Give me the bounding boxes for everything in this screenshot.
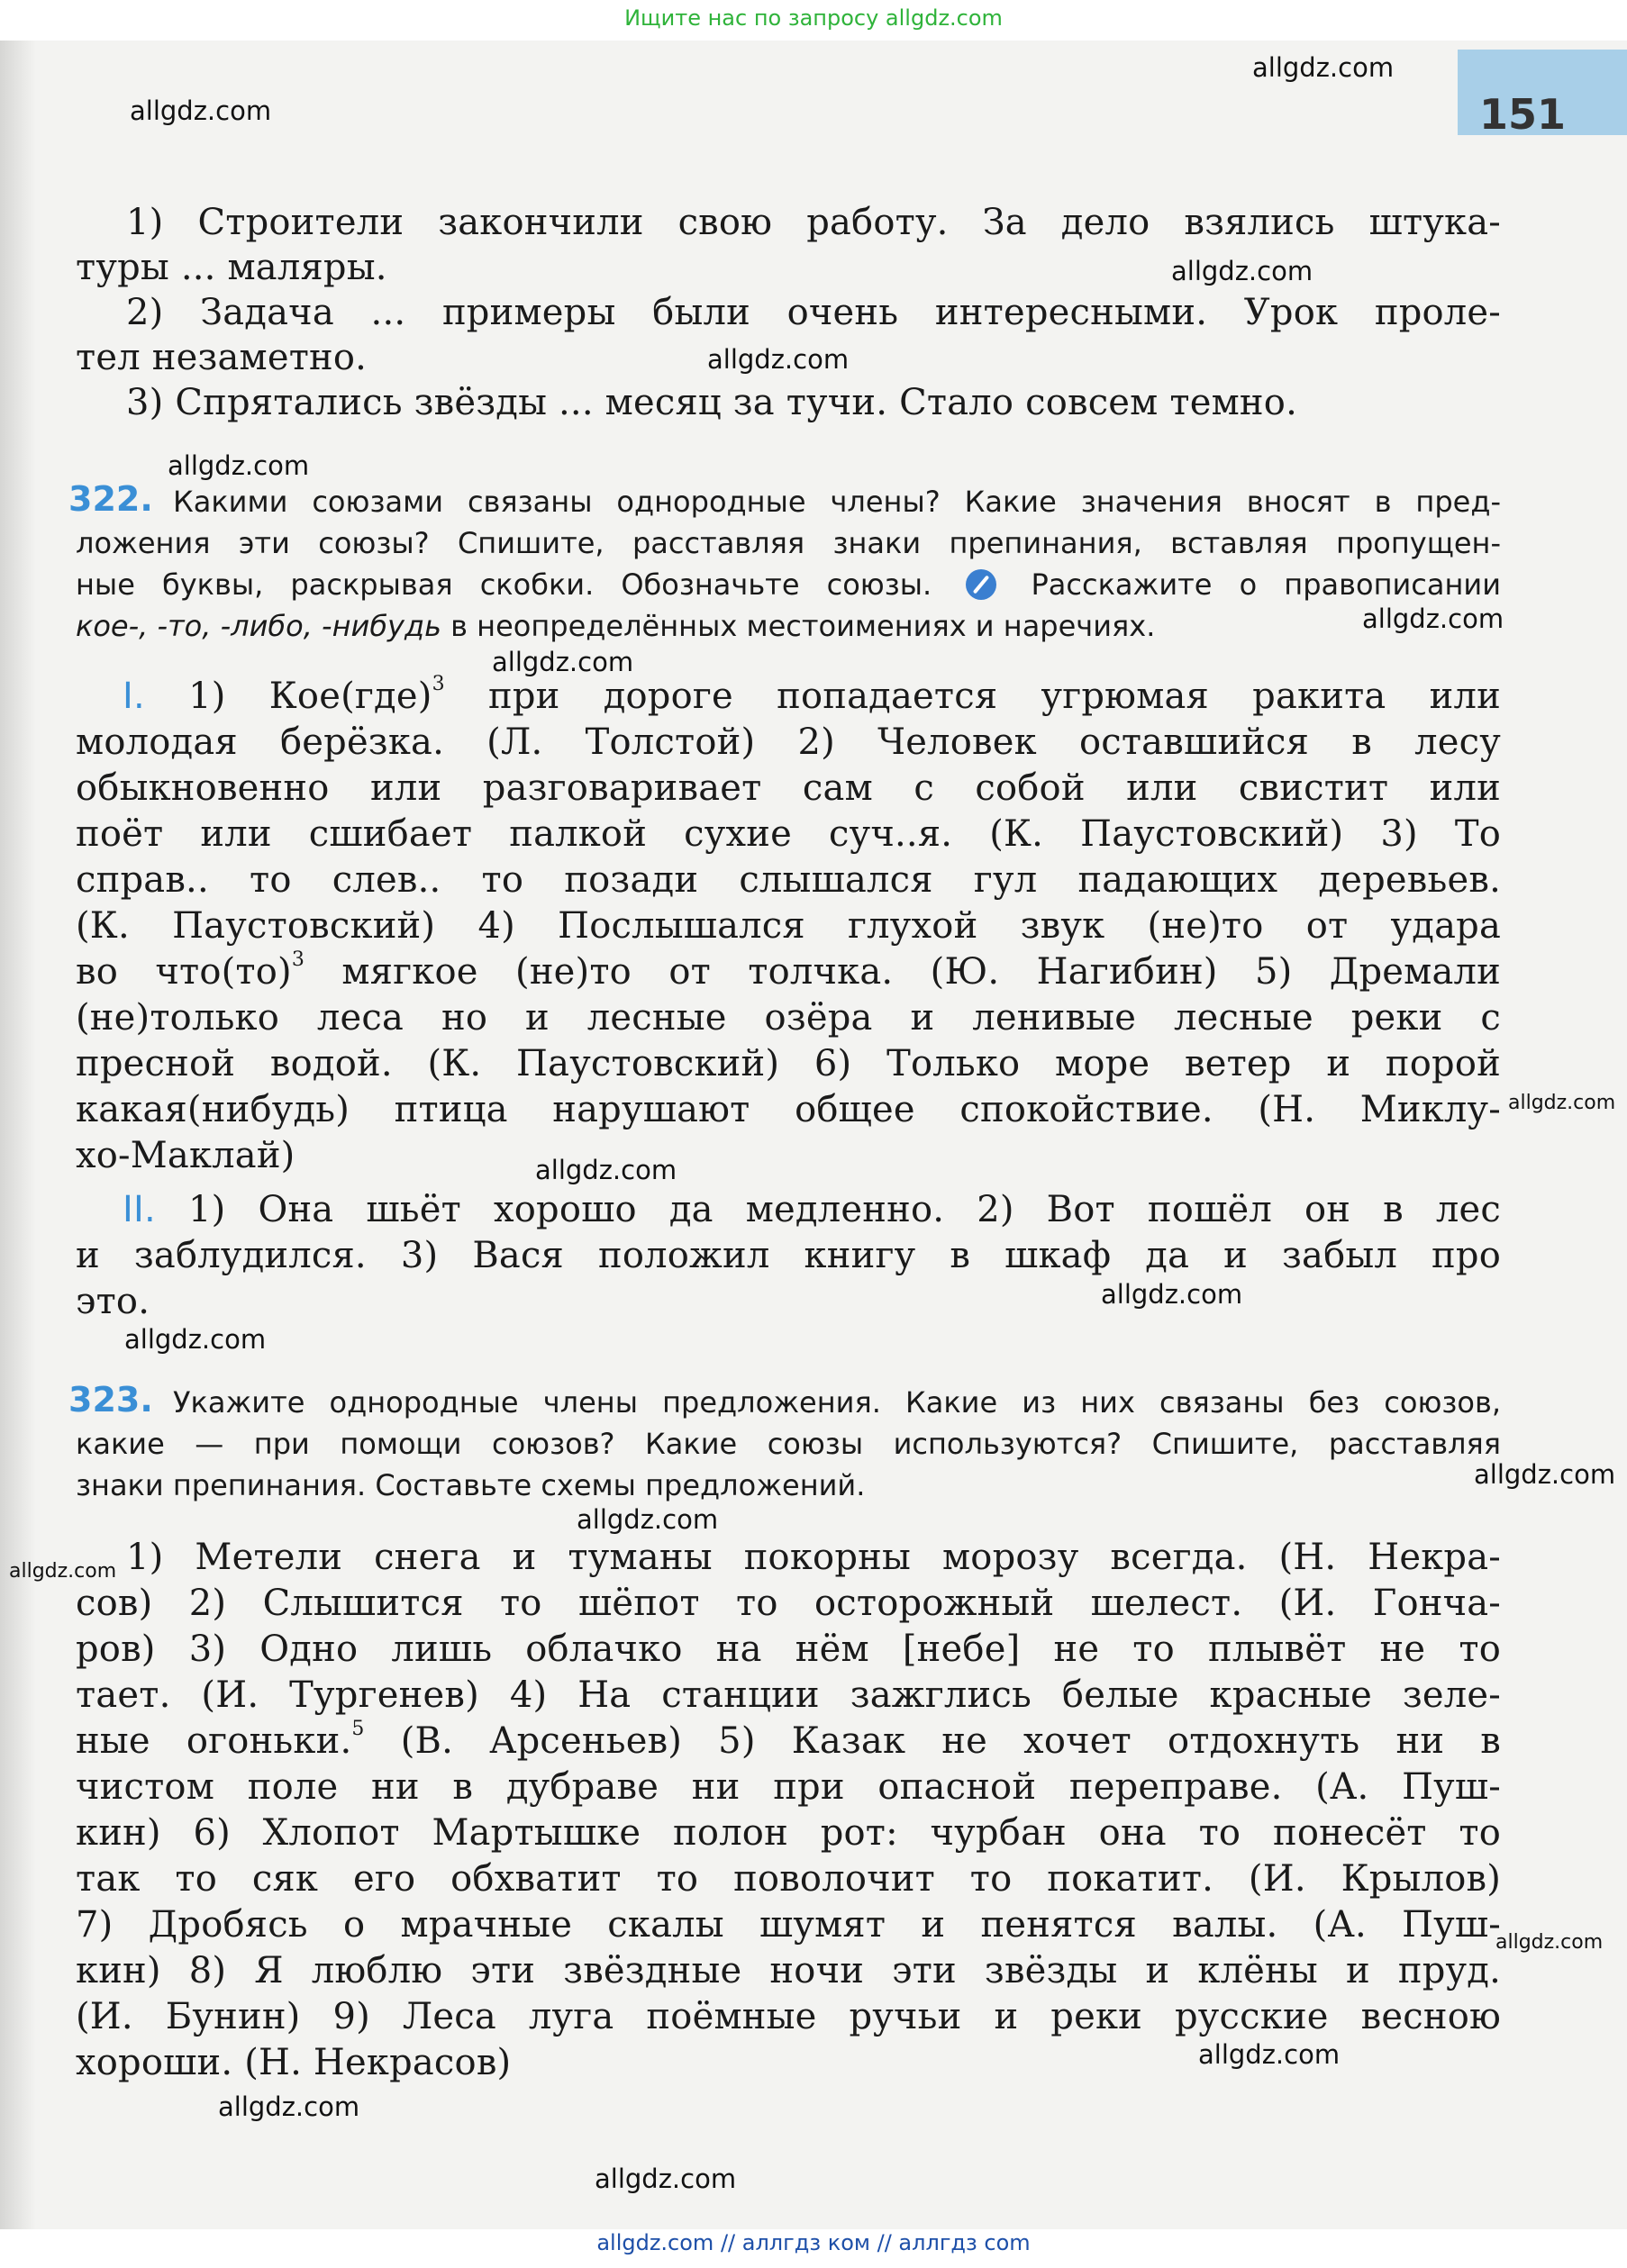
text-line: ров) 3) Одно лишь облачко на нём [небе] не то плывёт не то bbox=[76, 1628, 1501, 1670]
task-line: ложения эти союзы? Спишите, расставляя знаки препинания, вставляя пропущен- bbox=[76, 526, 1501, 560]
footnote-mark: 3 bbox=[291, 948, 305, 972]
text-line: молодая берёзка. (Л. Толстой) 2) Человек оставшийся в лесу bbox=[76, 721, 1501, 763]
watermark: allgdz.com bbox=[9, 1560, 117, 1583]
text-line: какая(нибудь) птица нарушают общее спокойствие. (Н. Миклу- bbox=[76, 1089, 1501, 1130]
text-line: 2) Задача ... примеры были очень интересными. Урок проле- bbox=[126, 292, 1501, 333]
text-line: обыкновенно или разговаривает сам с собой или свистит или bbox=[76, 767, 1501, 809]
part-label: II. bbox=[123, 1189, 156, 1230]
exercise-number: 322. bbox=[68, 479, 153, 519]
watermark: allgdz.com bbox=[1362, 603, 1504, 634]
text-fragment: (В. Арсеньев) 5) Казак не хочет отдохнуть ни в bbox=[400, 1720, 1502, 1762]
text-line: 7) Дробясь о мрачные скалы шумят и пенятся валы. (А. Пуш- bbox=[76, 1904, 1501, 1946]
task-text-italic: кое-, -то, -либо, -нибудь bbox=[76, 609, 441, 643]
text-fragment: во что(то) bbox=[76, 951, 292, 993]
text-line: кин) 8) Я люблю эти звёздные ночи эти звёзды и клёны и пруд. bbox=[76, 1950, 1501, 1991]
text-line: хо-Маклай) bbox=[76, 1135, 295, 1176]
page-number: 151 bbox=[1479, 90, 1567, 139]
text-line: 1) Метели снега и туманы покорны морозу всегда. (Н. Некра- bbox=[126, 1537, 1501, 1578]
bottom-banner[interactable]: allgdz.com // аллгдз ком // аллгдз com bbox=[596, 2230, 1031, 2255]
top-banner[interactable]: Ищите нас по запросу allgdz.com bbox=[624, 5, 1003, 31]
footnote-mark: 3 bbox=[432, 673, 445, 696]
text-line bbox=[76, 1719, 1501, 1765]
text-line: и заблудился. 3) Вася положил книгу в шкаф да и забыл про bbox=[76, 1235, 1501, 1276]
watermark: allgdz.com bbox=[1474, 1459, 1616, 1490]
part-label: I. bbox=[123, 676, 145, 717]
watermark: allgdz.com bbox=[1495, 1931, 1604, 1954]
text-fragment: 1) Она шьёт хорошо да медленно. 2) Вот пошёл он в лес bbox=[187, 1189, 1501, 1230]
watermark: allgdz.com bbox=[707, 344, 850, 375]
text-line bbox=[76, 949, 1501, 995]
watermark: allgdz.com bbox=[1508, 1092, 1616, 1114]
task-text: ные буквы, раскрывая скобки. Обозначьте союзы. bbox=[76, 567, 932, 602]
task-line: Какими союзами связаны однородные члены? Какие значения вносят в пред- bbox=[173, 485, 1501, 519]
task-line: знаки препинания. Составьте схемы предложений. bbox=[76, 1468, 866, 1502]
watermark: allgdz.com bbox=[124, 1324, 267, 1355]
watermark: allgdz.com bbox=[218, 2091, 360, 2122]
exercise-number: 323. bbox=[68, 1380, 153, 1420]
text-line bbox=[123, 674, 1501, 720]
text-fragment: ные огоньки. bbox=[76, 1720, 352, 1762]
text-fragment: при дороге попадается угрюмая ракита или bbox=[487, 676, 1501, 717]
text-line: поёт или сшибает палкой сухие суч..я. (К. Паустовский) 3) То bbox=[76, 813, 1501, 855]
text-line: справ.. то слев.. то позади слышался гул падающих деревьев. bbox=[76, 859, 1501, 901]
text-line: это. bbox=[76, 1281, 150, 1322]
text-line: чистом поле ни в дубраве ни при опасной переправе. (А. Пуш- bbox=[76, 1766, 1501, 1808]
text-fragment: мягкое (не)то от толчка. (Ю. Нагибин) 5) Дремали bbox=[341, 951, 1501, 993]
footnote-mark: 5 bbox=[351, 1718, 365, 1741]
text-line: (К. Паустовский) 4) Послышался глухой звук (не)то от удара bbox=[76, 905, 1501, 947]
task-line: какие — при помощи союзов? Какие союзы используются? Спишите, расставляя bbox=[76, 1427, 1501, 1461]
task-text: в неопределённых местоимениях и наречиях. bbox=[450, 609, 1156, 643]
watermark: allgdz.com bbox=[1101, 1279, 1243, 1310]
task-line bbox=[76, 605, 1501, 647]
pen-icon bbox=[966, 569, 996, 600]
task-line: Укажите однородные члены предложения. Какие из них связаны без союзов, bbox=[173, 1385, 1501, 1420]
text-line: кин) 6) Хлопот Мартышке полон рот: чурбан она то понесёт то bbox=[76, 1812, 1501, 1854]
text-line bbox=[123, 1187, 1501, 1233]
task-line bbox=[76, 564, 1501, 605]
text-line: тел незаметно. bbox=[76, 337, 368, 378]
text-line: (не)только леса но и лесные озёра и ленивые лесные реки с bbox=[76, 997, 1501, 1039]
text-line: 1) Строители закончили свою работу. За дело взялись штука- bbox=[126, 202, 1501, 243]
watermark: allgdz.com bbox=[577, 1504, 719, 1535]
watermark: allgdz.com bbox=[1198, 2039, 1341, 2070]
text-line: (И. Бунин) 9) Леса луга поёмные ручьи и реки русские весною bbox=[76, 1996, 1501, 2037]
text-line: тает. (И. Тургенев) 4) На станции зажглись белые красные зеле- bbox=[76, 1674, 1501, 1716]
watermark: allgdz.com bbox=[595, 2164, 737, 2194]
task-text: Расскажите о правописании bbox=[1031, 567, 1502, 602]
text-line: сов) 2) Слышится то шёпот то осторожный шелест. (И. Гонча- bbox=[76, 1583, 1501, 1624]
text-line: 3) Спрятались звёзды ... месяц за тучи. Стало совсем темно. bbox=[126, 382, 1297, 423]
text-line: хороши. (Н. Некрасов) bbox=[76, 2042, 512, 2083]
watermark: allgdz.com bbox=[1171, 256, 1313, 286]
text-line: так то сяк его обхватит то поволочит то покатит. (И. Крылов) bbox=[76, 1858, 1501, 1900]
watermark: allgdz.com bbox=[168, 450, 310, 481]
text-fragment: 1) Кое(где) bbox=[188, 676, 432, 717]
page-spine-shadow bbox=[0, 41, 36, 2229]
watermark: allgdz.com bbox=[1252, 52, 1395, 83]
text-line: пресной водой. (К. Паустовский) 6) Только море ветер и порой bbox=[76, 1043, 1501, 1084]
text-line: туры ... маляры. bbox=[76, 247, 387, 288]
watermark: allgdz.com bbox=[535, 1155, 677, 1185]
watermark: allgdz.com bbox=[130, 95, 272, 126]
watermark: allgdz.com bbox=[492, 647, 634, 677]
